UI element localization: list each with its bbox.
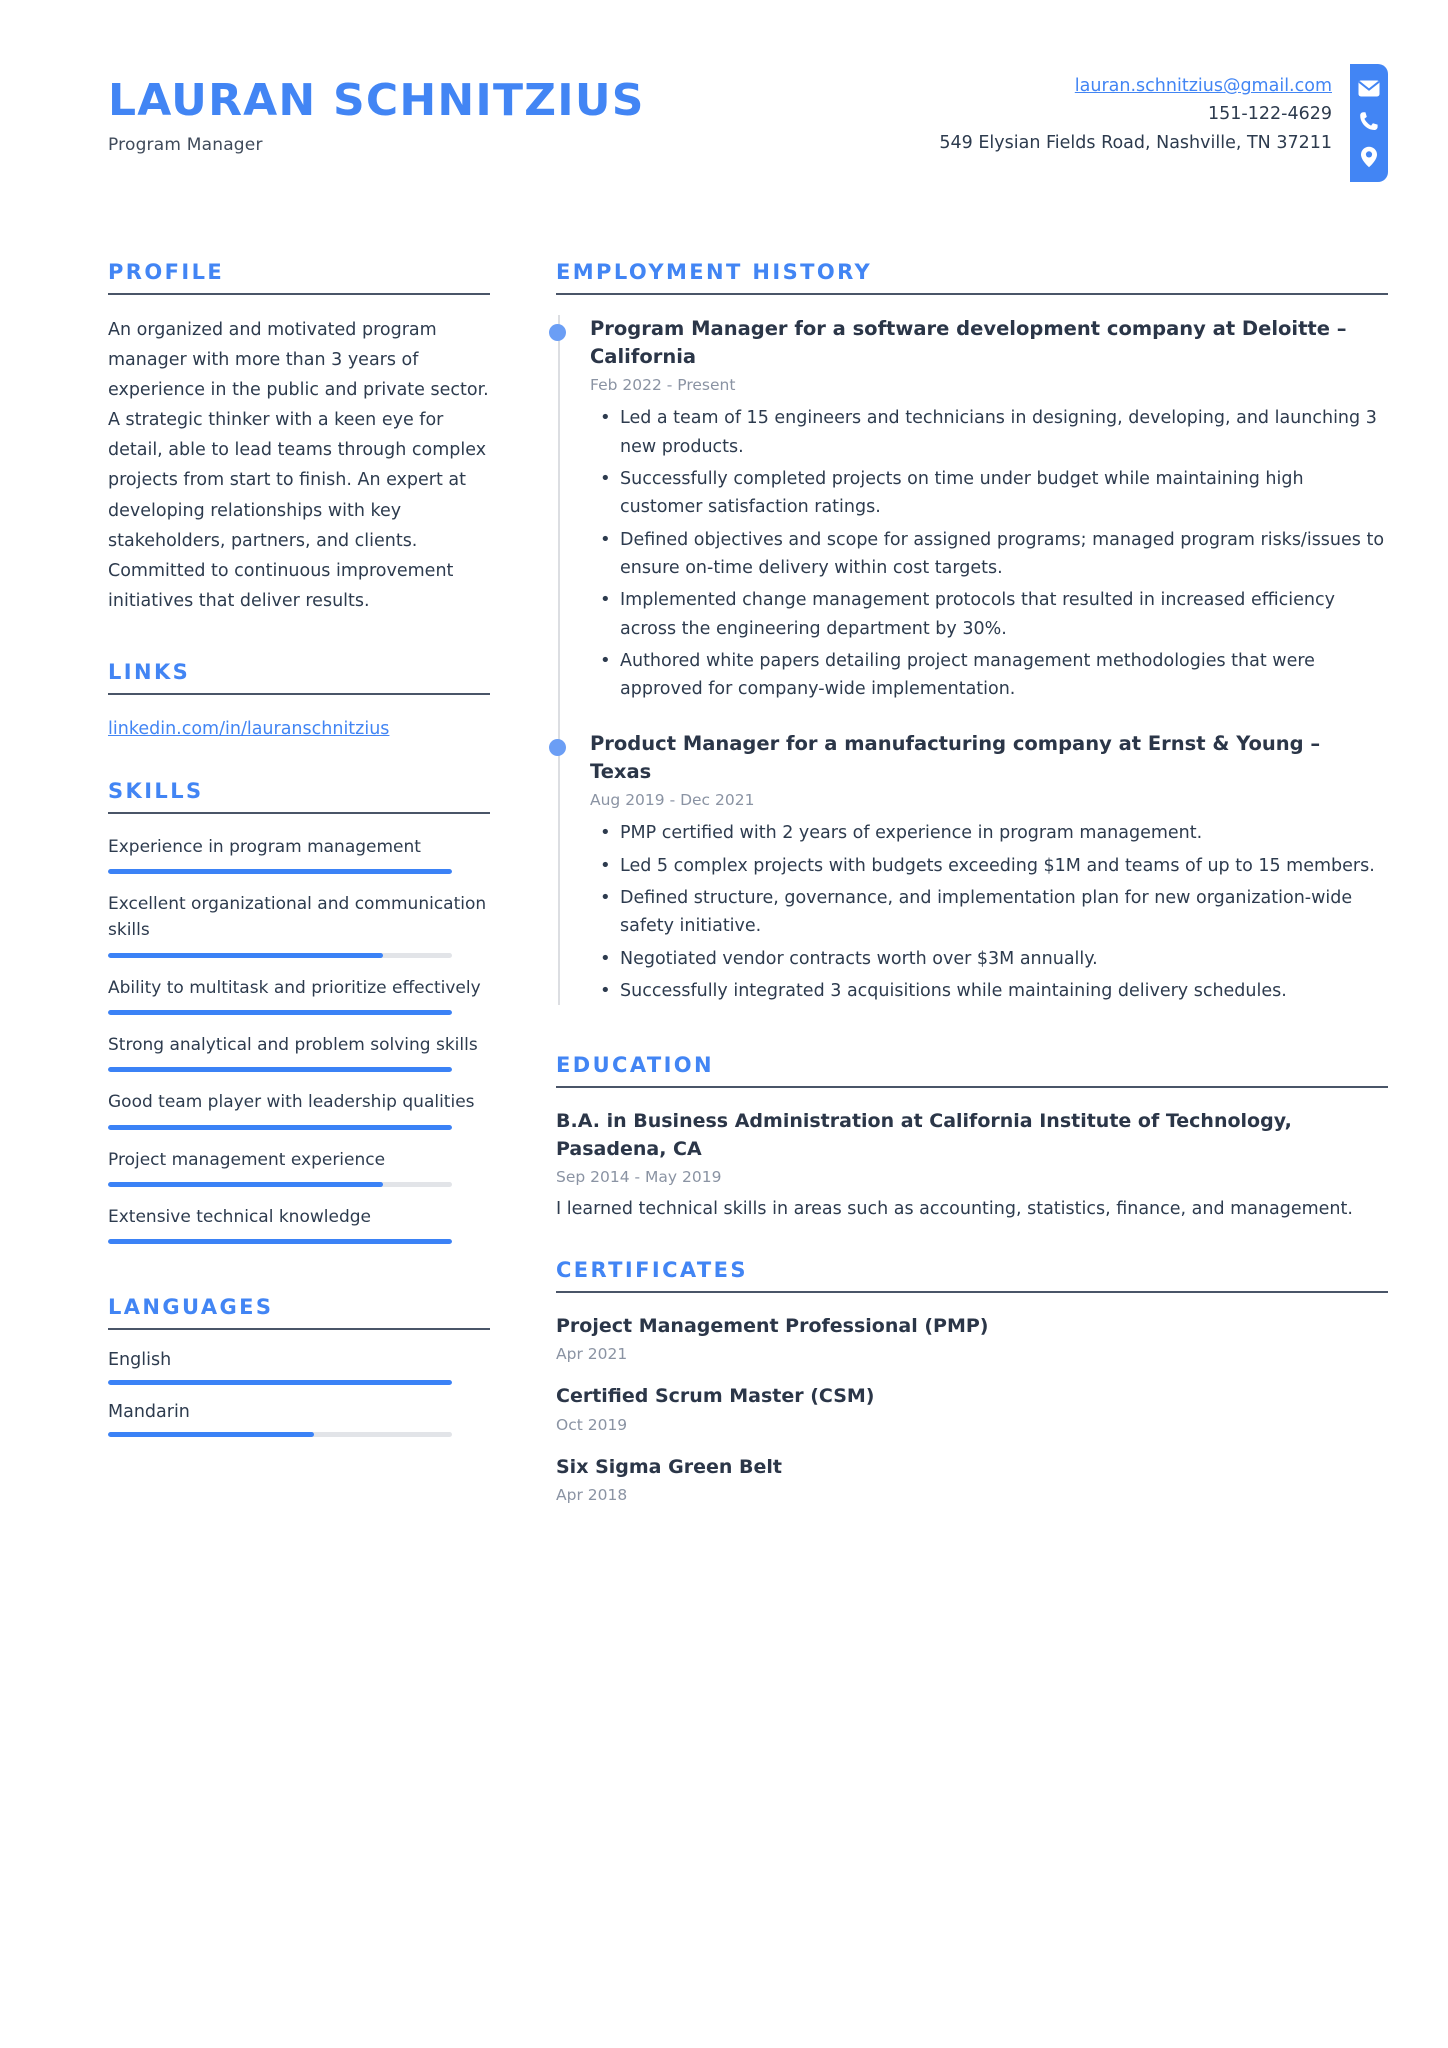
progress-bar-track — [108, 869, 452, 874]
skill-item — [108, 834, 490, 874]
skill-item — [108, 975, 490, 1015]
section-heading-languages: LANGUAGES — [108, 1295, 274, 1320]
progress-bar-fill — [108, 1380, 452, 1385]
certificates-list — [556, 1313, 1388, 1505]
employment-title: Product Manager for a manufacturing company at Ernst & Young – Texas — [590, 731, 1321, 783]
contact-phone: 151-122-4629 — [1208, 104, 1332, 125]
phone-icon — [1359, 111, 1379, 132]
list-item: • Successfully integrated 3 acquisitions while maintaining delivery schedules. — [620, 977, 1388, 1005]
contact-email-link[interactable]: lauran.schnitzius@gmail.com — [1074, 76, 1332, 96]
skill-label: Strong analytical and problem solving skills — [108, 1035, 478, 1056]
employment-entry — [590, 730, 1388, 1005]
certificate-dates: Apr 2018 — [556, 1486, 628, 1505]
section-profile — [108, 260, 490, 616]
list-item: • Authored white papers detailing project management methodologies that were approved for company-wide implementation. — [620, 647, 1388, 704]
certificate-dates: Oct 2019 — [556, 1415, 628, 1434]
list-item: • Implemented change management protocols that resulted in increased efficiency across the engineering department by 30%. — [620, 586, 1388, 643]
contact-address: 549 Elysian Fields Road, Nashville, TN 37211 — [939, 132, 1332, 153]
employment-timeline — [558, 315, 1388, 1005]
list-item: • Negotiated vendor contracts worth over $3M annually. — [620, 945, 1388, 973]
certificate-title: Project Management Professional (PMP) — [556, 1314, 989, 1337]
skill-label: Excellent organizational and communication skills — [108, 894, 487, 941]
envelope-icon — [1358, 80, 1380, 97]
skill-item — [108, 1089, 490, 1129]
timeline-dot-icon — [549, 739, 566, 756]
education-title: B.A. in Business Administration at California Institute of Technology, Pasadena, CA — [556, 1110, 1292, 1160]
identity-block — [108, 60, 645, 155]
progress-bar-track — [108, 953, 452, 958]
employment-dates: Aug 2019 - Dec 2021 — [590, 791, 755, 810]
section-employment — [556, 260, 1388, 1005]
section-education — [556, 1053, 1388, 1223]
skill-label: Project management experience — [108, 1149, 386, 1170]
contact-icon-bar — [1350, 64, 1388, 182]
section-divider — [556, 1086, 1388, 1088]
progress-bar-track — [108, 1239, 452, 1244]
section-links — [108, 660, 490, 745]
progress-bar-track — [108, 1182, 452, 1187]
progress-bar-track — [108, 1380, 452, 1385]
employment-bullet-list — [590, 404, 1388, 703]
skill-label: Good team player with leadership qualities — [108, 1092, 475, 1113]
education-list — [556, 1108, 1388, 1223]
progress-bar-track — [108, 1125, 452, 1130]
section-divider — [108, 293, 490, 295]
page-title: LAURAN SCHNITZIUS — [108, 75, 645, 126]
section-heading-profile: PROFILE — [108, 260, 225, 284]
skill-label: Experience in program management — [108, 836, 421, 857]
spacer — [108, 745, 490, 779]
section-heading-certificates: CERTIFICATES — [556, 1257, 748, 1282]
main-column — [556, 260, 1388, 1513]
section-divider — [108, 693, 490, 695]
list-item: • Successfully completed projects on time under budget while maintaining high customer satisfaction ratings. — [620, 465, 1388, 522]
certificate-title: Certified Scrum Master (CSM) — [556, 1385, 875, 1408]
list-item: • Led a team of 15 engineers and technicians in designing, developing, and launching 3 new products. — [620, 404, 1388, 461]
section-heading-skills: SKILLS — [108, 778, 204, 803]
timeline-dot-icon — [549, 324, 566, 341]
progress-bar-track — [108, 1067, 452, 1072]
progress-bar-fill — [108, 1067, 452, 1072]
location-pin-icon — [1360, 146, 1378, 168]
list-item: • PMP certified with 2 years of experience in program management. — [620, 819, 1388, 847]
resume-header — [108, 0, 1388, 182]
progress-bar-fill — [108, 953, 383, 958]
employment-title: Program Manager for a software development company at Deloitte – California — [590, 317, 1347, 368]
link-item-linkedin[interactable]: linkedin.com/in/lauranschnitzius — [108, 718, 390, 739]
profile-text: An organized and motivated program manager with more than 3 years of experience in the public and private sector. A strategic thinker with a keen eye for detail, able to lead teams through complex projects from start to finish. An expert at developing relationships with key stakeholders, partners, and clients. Committed to continuous improvement initiatives that deliver results. — [108, 320, 489, 611]
section-heading-links: LINKS — [108, 659, 191, 684]
progress-bar-track — [108, 1010, 452, 1015]
employment-bullet-list — [590, 819, 1388, 1005]
progress-bar-track — [108, 1432, 452, 1437]
certificate-entry — [556, 1313, 1388, 1364]
education-dates: Sep 2014 - May 2019 — [556, 1168, 722, 1187]
section-heading-employment: EMPLOYMENT HISTORY — [556, 260, 873, 284]
section-languages — [108, 1295, 490, 1437]
section-divider — [108, 812, 490, 814]
certificate-dates: Apr 2021 — [556, 1345, 628, 1364]
spacer — [108, 1261, 490, 1295]
certificate-title: Six Sigma Green Belt — [556, 1455, 782, 1478]
language-item — [108, 1402, 490, 1437]
list-item: • Led 5 complex projects with budgets exceeding $1M and teams of up to 15 members. — [620, 852, 1388, 880]
spacer — [108, 616, 490, 660]
progress-bar-fill — [108, 869, 452, 874]
skill-label: Extensive technical knowledge — [108, 1207, 371, 1228]
spacer — [556, 1224, 1388, 1258]
skill-label: Ability to multitask and prioritize effectively — [108, 977, 481, 998]
skill-item — [108, 1032, 490, 1072]
progress-bar-fill — [108, 1010, 452, 1015]
employment-entry — [590, 315, 1388, 704]
resume-body — [108, 260, 1388, 1513]
skill-item — [108, 891, 490, 958]
section-heading-education: EDUCATION — [556, 1053, 715, 1078]
language-label: Mandarin — [108, 1402, 190, 1423]
links-list — [108, 715, 490, 745]
certificate-entry — [556, 1383, 1388, 1434]
education-entry — [556, 1108, 1388, 1223]
employment-dates: Feb 2022 - Present — [590, 376, 736, 395]
contact-lines — [939, 60, 1350, 157]
skill-item — [108, 1147, 490, 1187]
job-title-subtitle: Program Manager — [108, 134, 263, 155]
section-divider — [556, 293, 1388, 295]
skill-item — [108, 1204, 490, 1244]
progress-bar-fill — [108, 1432, 314, 1437]
list-item: • Defined structure, governance, and implementation plan for new organization-wide safety initiative. — [620, 884, 1388, 941]
education-description: I learned technical skills in areas such as accounting, statistics, finance, and management. — [556, 1199, 1353, 1220]
languages-list — [108, 1350, 490, 1437]
progress-bar-fill — [108, 1239, 452, 1244]
sidebar-column — [108, 260, 490, 1513]
list-item: • Defined objectives and scope for assigned programs; managed program risks/issues to ensure on-time delivery within cost targets. — [620, 526, 1388, 583]
progress-bar-fill — [108, 1182, 383, 1187]
section-skills — [108, 779, 490, 1245]
section-divider — [556, 1291, 1388, 1293]
certificate-entry — [556, 1454, 1388, 1505]
contact-email-row — [939, 72, 1332, 100]
language-label: English — [108, 1350, 172, 1371]
section-certificates — [556, 1258, 1388, 1505]
skills-list — [108, 834, 490, 1245]
language-item — [108, 1350, 490, 1385]
contact-block — [939, 60, 1388, 182]
section-divider — [108, 1328, 490, 1330]
spacer — [556, 1009, 1388, 1053]
progress-bar-fill — [108, 1125, 452, 1130]
